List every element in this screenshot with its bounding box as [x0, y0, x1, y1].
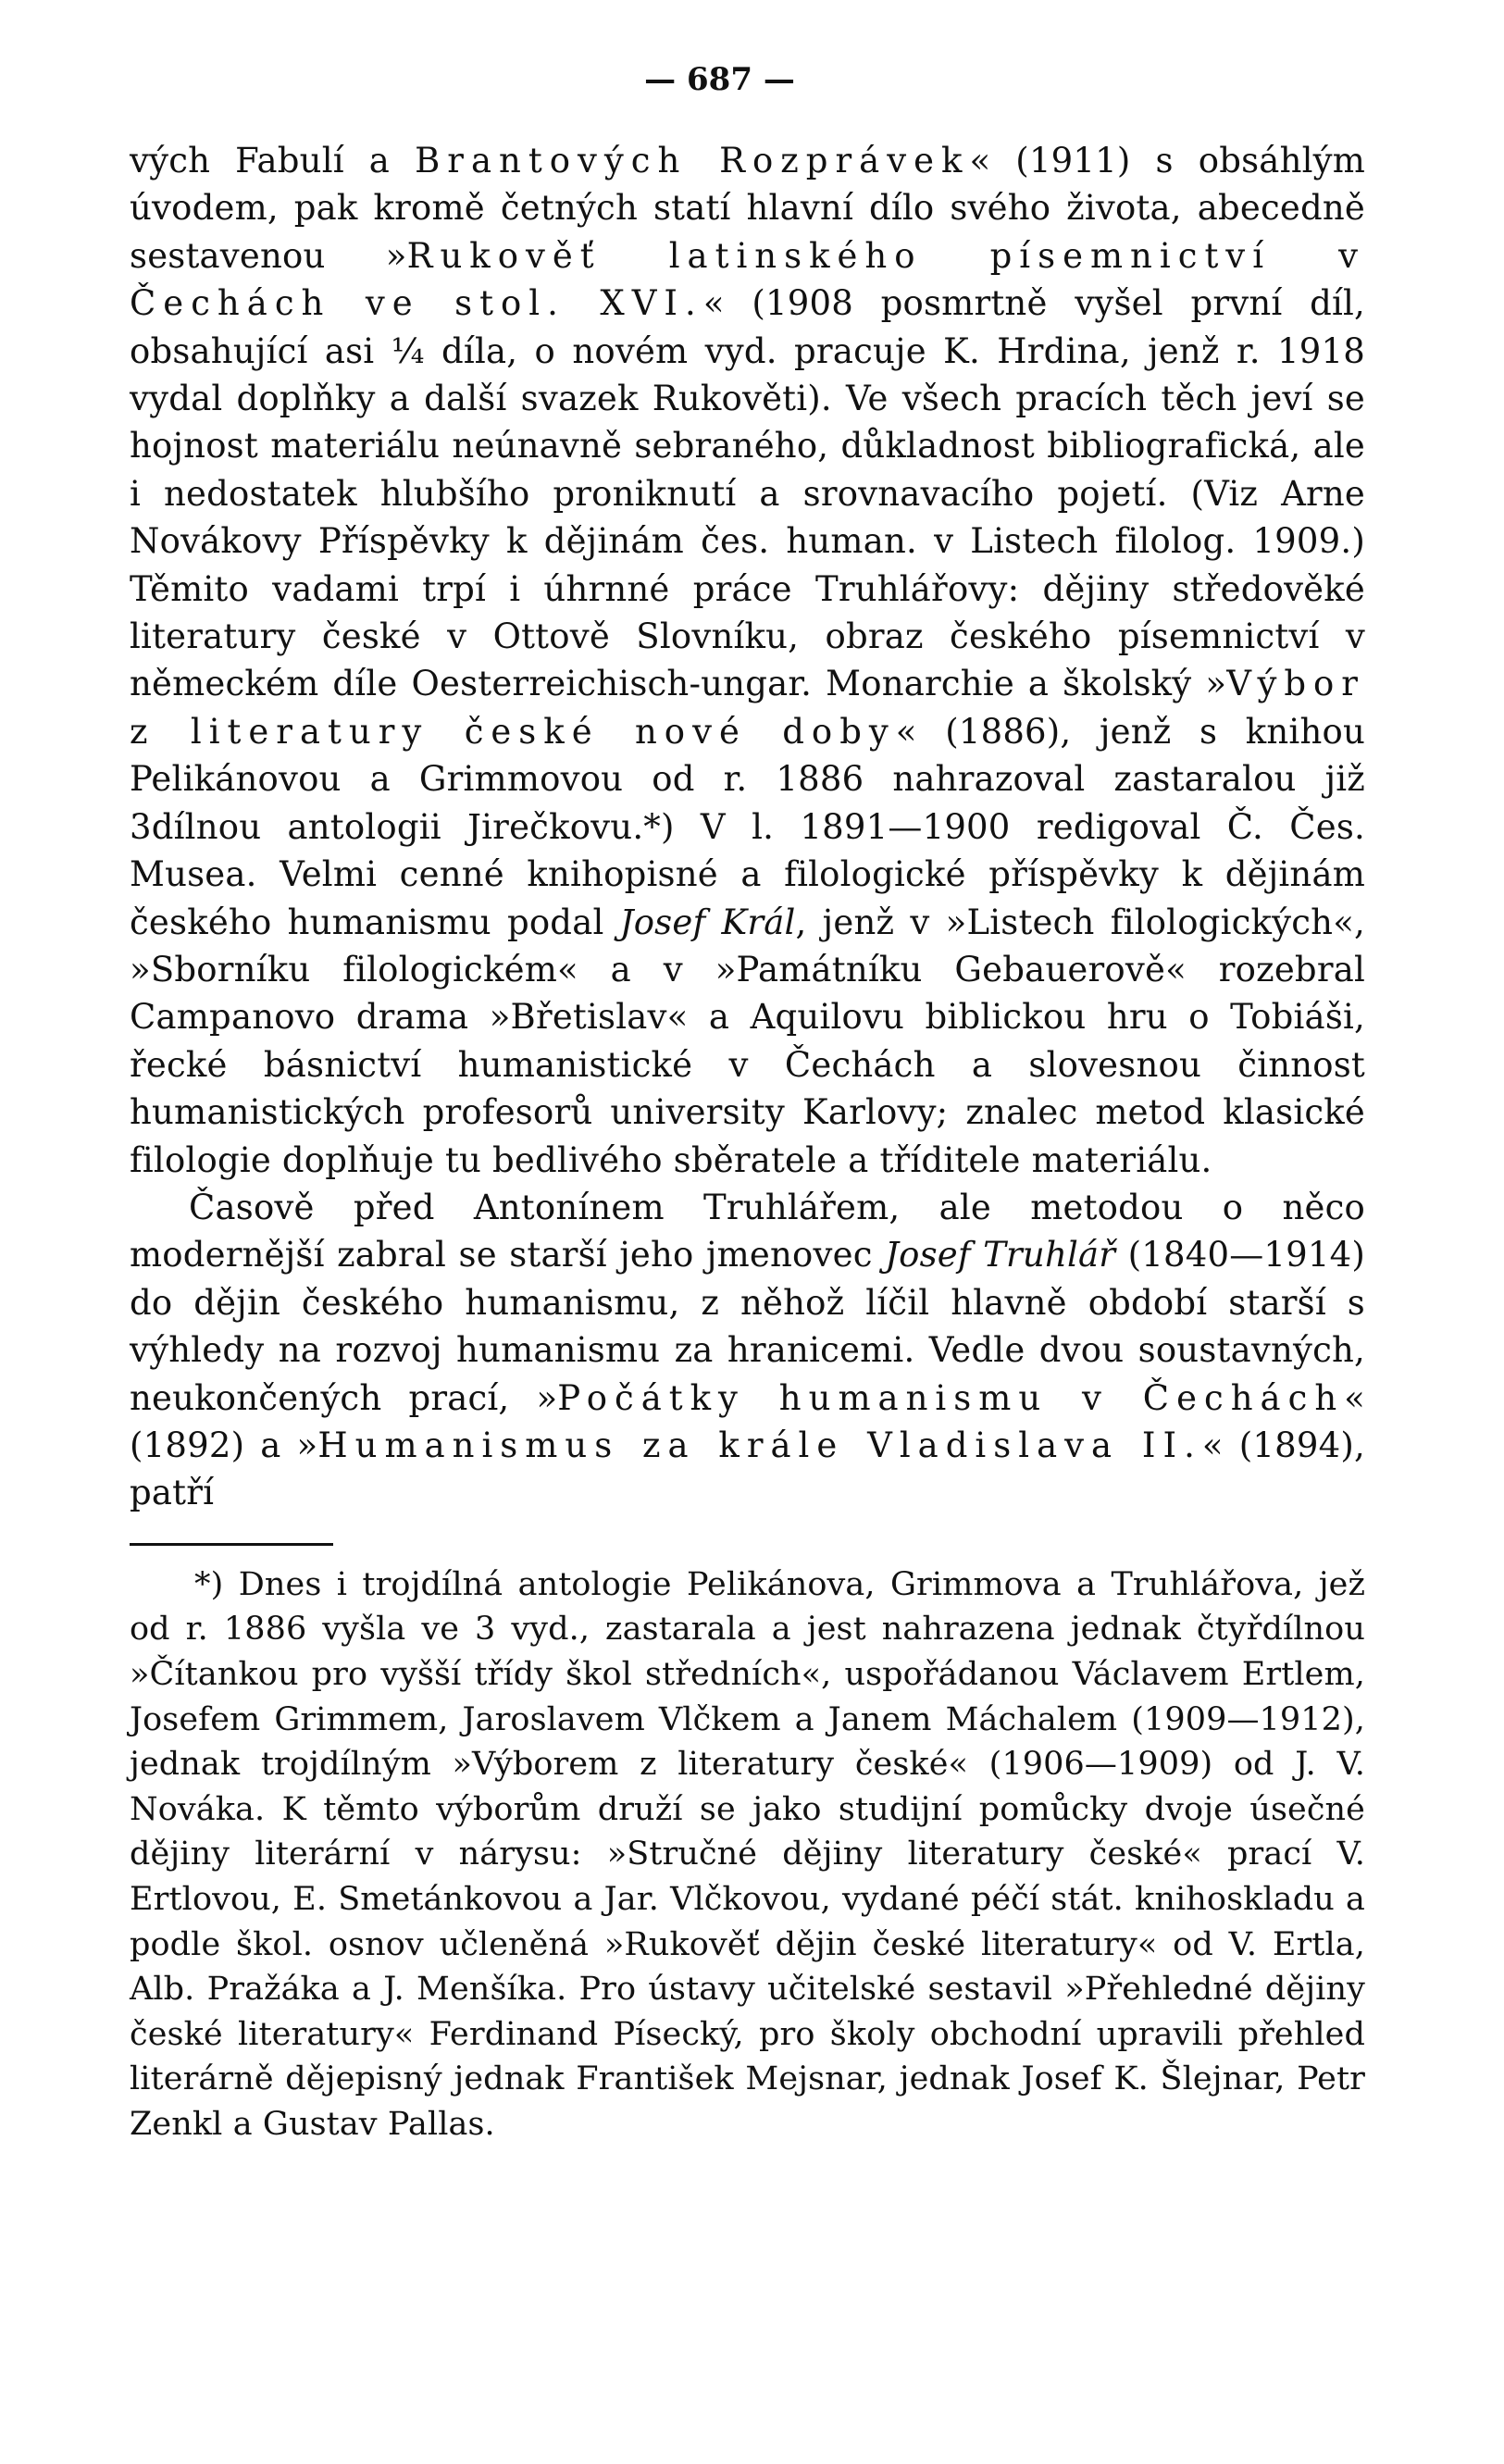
body-paragraph-1 [130, 137, 1365, 1184]
text-run: « (1892) a » [130, 1377, 1366, 1465]
spaced-title: Humanismus za krále Vladislava II. [317, 1425, 1202, 1465]
author-name-italic: Josef Truhlář [885, 1235, 1116, 1276]
text-run: « (1908 posmrtně vyšel první díl, obsahující asi ¼ díla, o novém vyd. pracuje K. Hrdina, jenž r. 1918 vydal doplňky a další svazek Rukověti). Ve všech pracích těch jeví se hojnost materiálu neúnavně sebraného, důkladnost bibliografická, ale i nedostatek hlubšího proniknutí a srovnavacího pojetí. (Viz Arne Novákovy Příspěvky k dějinám čes. human. v Listech filolog. 1909.) Těmito vadami trpí i úhrnné práce Truhlářovy: dějiny středověké literatury české v Ottově Slovníku, obraz českého písemnictví v německém díle Oesterreichisch-ungar. Monarchie a školský » [130, 283, 1365, 704]
author-name-italic: Josef Král [619, 902, 796, 942]
text-run: Časově před Antonínem Truhlářem, ale metodou o něco modernější zabral se starší jeho jmenovec [130, 1187, 1365, 1276]
text-run: « (1911) s obsáhlým úvodem, pak kromě četných statí hlavní dílo svého života, abecedně sestavenou » [130, 141, 1366, 276]
text-run: « (1886), jenž s knihou Pelikánovou a Grimmovou od r. 1886 nahrazoval zastaralou již 3dílnou antologii Jirečkovu.*) V l. 1891—1900 redigoval Č. Čes. Musea. Velmi cenné knihopisné a filologické příspěvky k dějinám českého humanismu podal [130, 711, 1365, 942]
footnote: *) Dnes i trojdílná antologie Pelikánova, Grimmova a Truhlářova, jež od r. 1886 vyšla ve 3 vyd., zastarala a jest nahrazena jednak čtyřdílnou »Čítankou pro vyšší třídy škol středních«, uspořádanou Václavem Ertlem, Josefem Grimmem, Jaroslavem Vlčkem a Janem Máchalem (1909—1912), jednak trojdílným »Výborem z literatury české« (1906—1909) od J. V. Nováka. K těmto výborům druží se jako studijní pomůcky dvoje úsečné dějiny literární v nárysu: »Stručné dějiny literatury české« prací V. Ertlovou, E. Smetánkovou a Jar. Vlčkovou, vydané péčí stát. knihoskladu a podle škol. osnov učleněná »Rukověť dějin české literatury« od V. Ertla, Alb. Pražáka a J. Menšíka. Pro ústavy učitelské sestavil »Přehledné dějiny české literatury« Ferdinand Písecký, pro školy obchodní upravili přehled literárně dějepisný jednak František Mejsnar, jednak Josef K. Šlejnar, Petr Zenkl a Gustav Pallas. [130, 1565, 1365, 2143]
spaced-title: Brantových Rozprávek [415, 141, 970, 180]
spaced-title: Počátky humanismu v Čechách [557, 1377, 1345, 1418]
text-run: , jenž v »Listech filologických«, »Sborníku filologickém« a v »Památníku Gebauerově« rozebral Campanovo drama »Břetislav« a Aquilovu biblickou hru o Tobiáši, řecké básnictví humanistické v Čechách a slovesnou činnost humanistických profesorů university Karlovy; znalec metod klasické filologie doplňuje tu bedlivého sběratele a tříditele materiálu. [130, 902, 1365, 1180]
footnote-divider [130, 1543, 333, 1546]
body-paragraph-2 [130, 1184, 1365, 1517]
text-run: « (1894), patří [130, 1425, 1365, 1513]
text-run: vých Fabulí a [130, 141, 416, 180]
text-run: (1840—1914) do dějin českého humanismu, z něhož líčil hlavně období starší s výhledy na rozvoj humanismu za hranicemi. Vedle dvou soustavných, neukončených prací, » [130, 1235, 1366, 1418]
spaced-title: Rukověť latinského písemnictví v Čechách ve stol. XVI. [130, 235, 1365, 324]
book-page [130, 56, 1365, 2147]
page-number: — 687 — [644, 61, 795, 98]
spaced-title: Výbor z literatury české nové doby [130, 664, 1365, 752]
